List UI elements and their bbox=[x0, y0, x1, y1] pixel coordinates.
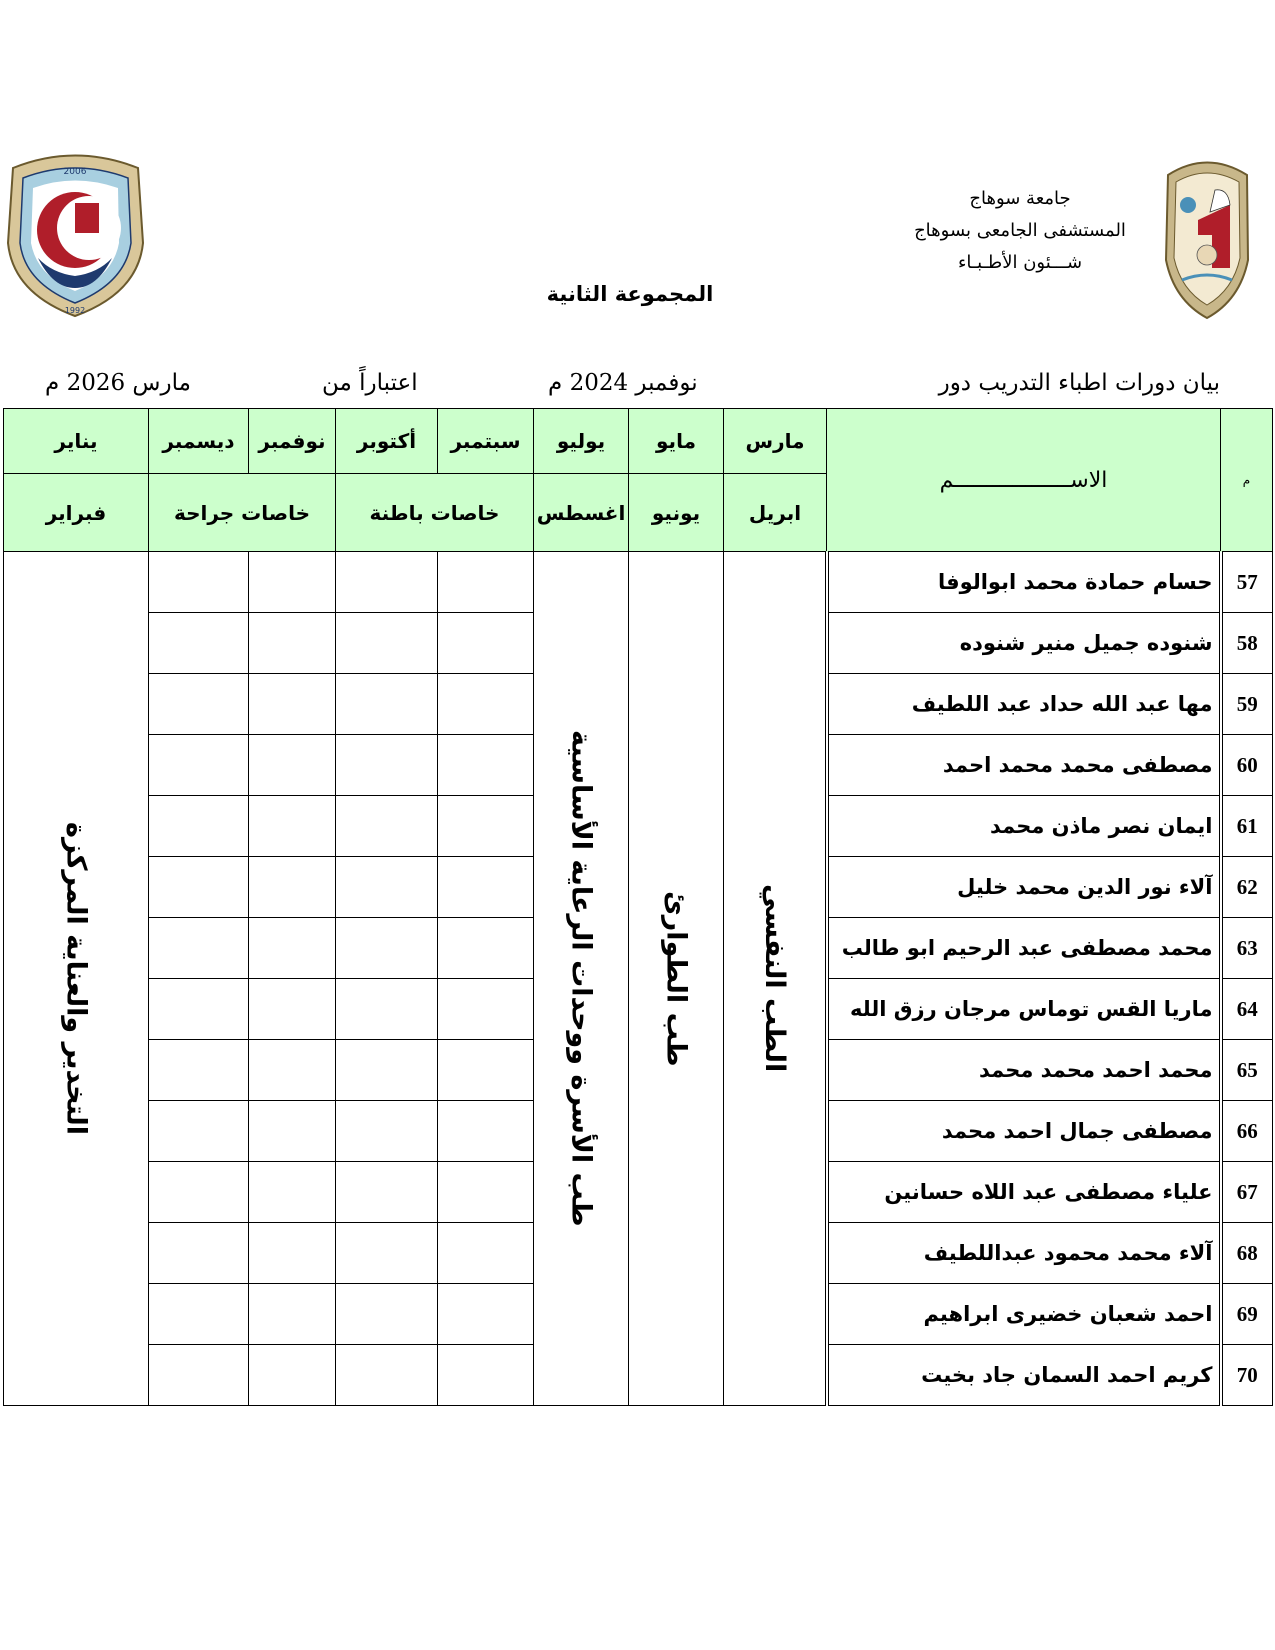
doctor-name: علياء مصطفى عبد اللاه حسانين bbox=[827, 1162, 1221, 1223]
row-number: 66 bbox=[1221, 1101, 1273, 1162]
cell-sep bbox=[438, 552, 534, 613]
cell-oct bbox=[336, 796, 438, 857]
cell-dec bbox=[149, 1284, 249, 1345]
cell-oct bbox=[336, 1345, 438, 1406]
header-may: مايو bbox=[629, 409, 724, 474]
hospital-name: المستشفى الجامعى بسوهاج bbox=[914, 220, 1126, 241]
cell-oct bbox=[336, 552, 438, 613]
cell-sep bbox=[438, 796, 534, 857]
row-number: 70 bbox=[1221, 1345, 1273, 1406]
header-mar: مارس bbox=[724, 409, 827, 474]
cell-dec bbox=[149, 1101, 249, 1162]
start-date bbox=[548, 370, 698, 396]
doctor-name: آلاء نور الدين محمد خليل bbox=[827, 857, 1221, 918]
cell-dec bbox=[149, 674, 249, 735]
from-label: اعتباراً من bbox=[322, 370, 418, 396]
cell-nov bbox=[249, 796, 336, 857]
cell-dec bbox=[149, 552, 249, 613]
cell-nov bbox=[249, 979, 336, 1040]
header-surgery: خاصات جراحة bbox=[149, 474, 336, 552]
cell-dec bbox=[149, 857, 249, 918]
row-number: 61 bbox=[1221, 796, 1273, 857]
cell-oct bbox=[336, 1040, 438, 1101]
row-number: 57 bbox=[1221, 552, 1273, 613]
cell-oct bbox=[336, 1223, 438, 1284]
doctor-name: احمد شعبان خضيرى ابراهيم bbox=[827, 1284, 1221, 1345]
row-number: 64 bbox=[1221, 979, 1273, 1040]
doctor-name: شنوده جميل منير شنوده bbox=[827, 613, 1221, 674]
end-date bbox=[45, 370, 191, 396]
cell-nov bbox=[249, 1101, 336, 1162]
cell-oct bbox=[336, 674, 438, 735]
row-number: 69 bbox=[1221, 1284, 1273, 1345]
row-number: 67 bbox=[1221, 1162, 1273, 1223]
doctor-name: حسام حمادة محمد ابوالوفا bbox=[827, 552, 1221, 613]
header-jul: يوليو bbox=[534, 409, 629, 474]
cell-nov bbox=[249, 552, 336, 613]
faculty-of-medicine-logo bbox=[3, 148, 148, 318]
doctor-name: مصطفى محمد محمد احمد bbox=[827, 735, 1221, 796]
cell-nov bbox=[249, 674, 336, 735]
row-number: 62 bbox=[1221, 857, 1273, 918]
cell-oct bbox=[336, 613, 438, 674]
cell-oct bbox=[336, 735, 438, 796]
cell-nov bbox=[249, 1284, 336, 1345]
rotation-psychiatry bbox=[724, 552, 827, 1406]
row-number: 58 bbox=[1221, 613, 1273, 674]
rotation-anesthesia bbox=[4, 552, 149, 1406]
cell-dec bbox=[149, 1223, 249, 1284]
row-number: 59 bbox=[1221, 674, 1273, 735]
header-aug: اغسطس bbox=[534, 474, 629, 552]
rotation-psychiatry-label: الطب النفسي bbox=[758, 884, 790, 1073]
cell-nov bbox=[249, 613, 336, 674]
row-number: 65 bbox=[1221, 1040, 1273, 1101]
cell-sep bbox=[438, 1345, 534, 1406]
header-internal: خاصات باطنة bbox=[336, 474, 534, 552]
rotation-emergency bbox=[629, 552, 724, 1406]
doctor-name: مها عبد الله حداد عبد اللطيف bbox=[827, 674, 1221, 735]
header-jan: يناير bbox=[4, 409, 149, 474]
header-apr: ابريل bbox=[724, 474, 827, 552]
cell-dec bbox=[149, 1040, 249, 1101]
cell-oct bbox=[336, 1101, 438, 1162]
header-nov: نوفمبر bbox=[249, 409, 336, 474]
start-year: 2024 م bbox=[548, 370, 629, 396]
row-number: 60 bbox=[1221, 735, 1273, 796]
cell-nov bbox=[249, 857, 336, 918]
cell-nov bbox=[249, 1345, 336, 1406]
cell-nov bbox=[249, 918, 336, 979]
doctor-name: كريم احمد السمان جاد بخيت bbox=[827, 1345, 1221, 1406]
cell-dec bbox=[149, 613, 249, 674]
cell-nov bbox=[249, 1162, 336, 1223]
cell-sep bbox=[438, 735, 534, 796]
cell-nov bbox=[249, 1040, 336, 1101]
cell-dec bbox=[149, 796, 249, 857]
cell-oct bbox=[336, 857, 438, 918]
rotation-family-medicine bbox=[534, 552, 629, 1406]
cell-sep bbox=[438, 674, 534, 735]
row-number: 63 bbox=[1221, 918, 1273, 979]
department-name: شـــئون الأطـبـاء bbox=[957, 252, 1083, 273]
header-feb: فبراير bbox=[4, 474, 149, 552]
cell-dec bbox=[149, 918, 249, 979]
cell-oct bbox=[336, 979, 438, 1040]
cell-oct bbox=[336, 918, 438, 979]
cell-nov bbox=[249, 1223, 336, 1284]
sohag-university-logo bbox=[1160, 150, 1255, 320]
cell-oct bbox=[336, 1162, 438, 1223]
doctor-name: مصطفى جمال احمد محمد bbox=[827, 1101, 1221, 1162]
cell-oct bbox=[336, 1284, 438, 1345]
cell-sep bbox=[438, 1101, 534, 1162]
cell-dec bbox=[149, 735, 249, 796]
rotation-family-medicine-label: طب الأسرة ووحدات الرعاية الأساسية bbox=[565, 730, 597, 1227]
header-jun: يونيو bbox=[629, 474, 724, 552]
header-sep: سبتمبر bbox=[438, 409, 534, 474]
header-num: م bbox=[1221, 409, 1273, 552]
cell-sep bbox=[438, 857, 534, 918]
logo-year-bottom: 1992 bbox=[64, 306, 86, 315]
header-row-1 bbox=[4, 409, 1273, 474]
cell-nov bbox=[249, 735, 336, 796]
group-title: المجموعة الثانية bbox=[546, 282, 714, 306]
logo-year-top: 2006 bbox=[63, 167, 87, 177]
rotation-anesthesia-label: التخدير والعناية المركزة bbox=[60, 821, 92, 1136]
table-row bbox=[4, 552, 1273, 613]
doctor-name: محمد احمد محمد محمد bbox=[827, 1040, 1221, 1101]
header-name: الاســــــــــــــــــم bbox=[827, 409, 1221, 552]
cell-dec bbox=[149, 1345, 249, 1406]
end-year: 2026 م bbox=[45, 370, 126, 396]
cell-sep bbox=[438, 918, 534, 979]
cell-dec bbox=[149, 1162, 249, 1223]
end-month: مارس bbox=[132, 370, 191, 396]
cell-sep bbox=[438, 613, 534, 674]
header-oct: أكتوبر bbox=[336, 409, 438, 474]
cell-sep bbox=[438, 979, 534, 1040]
university-name: جامعة سوهاج bbox=[969, 188, 1071, 209]
rotation-emergency-label: طب الطوارئ bbox=[660, 890, 692, 1067]
schedule-title: بيان دورات اطباء التدريب دور bbox=[938, 370, 1220, 396]
cell-sep bbox=[438, 1040, 534, 1101]
doctor-name: محمد مصطفى عبد الرحيم ابو طالب bbox=[827, 918, 1221, 979]
rotation-schedule-table bbox=[3, 408, 1273, 1406]
doctor-name: ماريا القس توماس مرجان رزق الله bbox=[827, 979, 1221, 1040]
doctor-name: آلاء محمد محمود عبداللطيف bbox=[827, 1223, 1221, 1284]
cell-sep bbox=[438, 1162, 534, 1223]
header-dec: ديسمبر bbox=[149, 409, 249, 474]
start-month: نوفمبر bbox=[635, 370, 698, 396]
cell-dec bbox=[149, 979, 249, 1040]
cell-sep bbox=[438, 1284, 534, 1345]
doctor-name: ايمان نصر ماذن محمد bbox=[827, 796, 1221, 857]
cell-sep bbox=[438, 1223, 534, 1284]
row-number: 68 bbox=[1221, 1223, 1273, 1284]
